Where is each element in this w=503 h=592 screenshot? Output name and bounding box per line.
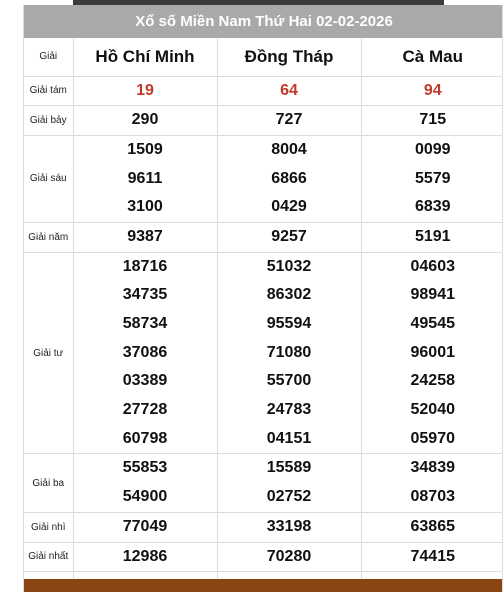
prize-number: 9257 <box>271 227 307 245</box>
prize-number: 15589 <box>266 459 312 477</box>
prize-cell <box>217 512 361 542</box>
prize-number: 95594 <box>266 315 312 332</box>
prize-row-giai-nam <box>24 222 503 252</box>
prize-number: 19 <box>136 81 154 99</box>
prize-row-giai-ba <box>24 454 503 512</box>
prize-number: 12986 <box>122 547 168 565</box>
prize-cell <box>361 454 503 512</box>
prize-cell <box>217 76 361 106</box>
header-row <box>24 38 503 76</box>
prize-number: 34839 <box>410 459 455 477</box>
prize-number: 290 <box>131 111 159 129</box>
prize-number: 02752 <box>266 488 312 506</box>
prize-number: 54900 <box>122 488 168 506</box>
prize-number: 94 <box>423 81 442 99</box>
header-province[interactable]: Cà Mau <box>361 38 503 76</box>
prize-label: Giải ba <box>24 454 73 512</box>
prize-cell <box>361 222 503 252</box>
prize-number: 27728 <box>122 401 168 419</box>
header-province[interactable]: Đồng Tháp <box>217 38 361 76</box>
prize-cell <box>73 512 217 542</box>
prize-cell <box>73 76 217 106</box>
prize-cell <box>217 106 361 136</box>
prize-number: 08703 <box>410 488 455 506</box>
prize-cell <box>217 454 361 512</box>
prize-number: 04603 <box>410 257 455 275</box>
prize-cell <box>361 512 503 542</box>
prize-cell <box>217 135 361 222</box>
prize-number: 0099 <box>414 140 451 158</box>
prize-label: Giải bảy <box>24 106 73 136</box>
prize-cell <box>73 106 217 136</box>
prize-number: 1509 <box>127 140 163 158</box>
prize-cell <box>361 542 503 572</box>
prize-row-giai-sau <box>24 135 503 222</box>
prize-number: 77049 <box>122 517 168 535</box>
prize-row-giai-tu <box>24 252 503 454</box>
prize-label: Giải sáu <box>24 135 73 222</box>
prize-number: 18716 <box>122 257 168 275</box>
prize-number: 8004 <box>271 140 307 158</box>
prize-number: 51032 <box>266 257 312 275</box>
prize-cell <box>361 76 503 106</box>
prize-number: 3100 <box>127 198 163 216</box>
prize-label: Giải nhì <box>24 512 73 542</box>
prize-number: 86302 <box>266 286 312 304</box>
prize-label: Giải nhất <box>24 542 73 572</box>
prize-number: 6839 <box>414 198 451 216</box>
prize-cell <box>73 252 217 454</box>
prize-number: 55700 <box>266 372 312 390</box>
prize-number: 0429 <box>271 198 307 216</box>
prize-number: 6866 <box>271 169 307 187</box>
prize-cell <box>73 542 217 572</box>
prize-number: 5579 <box>414 169 451 187</box>
prize-number: 5191 <box>414 227 451 245</box>
prize-number: 71080 <box>266 343 312 361</box>
prize-number: 24783 <box>266 401 312 419</box>
footer-bar <box>24 579 503 592</box>
result-title: Xổ số Miền Nam Thứ Hai 02-02-2026 <box>24 5 503 38</box>
prize-cell <box>73 135 217 222</box>
prize-row-giai-tam <box>24 76 503 106</box>
prize-number: 24258 <box>410 372 455 390</box>
header-province[interactable]: Hồ Chí Minh <box>73 38 217 76</box>
prize-cell <box>361 135 503 222</box>
prize-number: 05970 <box>410 429 455 447</box>
prize-cell <box>217 252 361 454</box>
lottery-result-panel <box>23 5 503 592</box>
prize-cell <box>217 222 361 252</box>
prize-number: 33198 <box>266 517 312 535</box>
prize-row-giai-nhi <box>24 512 503 542</box>
prize-cell <box>73 222 217 252</box>
prize-number: 63865 <box>410 517 455 535</box>
prize-number: 98941 <box>410 286 455 304</box>
prize-number: 37086 <box>122 343 168 361</box>
prize-number: 715 <box>419 111 447 129</box>
prize-number: 64 <box>280 81 298 99</box>
header-label: Giải <box>24 38 73 76</box>
prize-number: 727 <box>275 111 303 129</box>
prize-label: Giải năm <box>24 222 73 252</box>
prize-number: 70280 <box>266 547 312 565</box>
prize-number: 04151 <box>266 429 312 447</box>
prize-number: 60798 <box>122 429 168 447</box>
prize-row-giai-nhat <box>24 542 503 572</box>
prize-number: 96001 <box>410 343 455 361</box>
prize-number: 52040 <box>410 401 455 419</box>
prize-row-giai-bay <box>24 106 503 136</box>
prize-label: Giải tư <box>24 252 73 454</box>
prize-cell <box>217 542 361 572</box>
prize-number: 49545 <box>410 315 455 332</box>
prize-number: 74415 <box>410 547 455 565</box>
prize-number: 9387 <box>127 227 163 245</box>
prize-label: Giải tám <box>24 76 73 106</box>
prize-number: 03389 <box>122 372 168 390</box>
prize-cell <box>361 252 503 454</box>
prize-number: 34735 <box>122 286 168 304</box>
prize-cell <box>361 106 503 136</box>
prize-number: 9611 <box>127 169 163 187</box>
prize-number: 55853 <box>122 459 168 477</box>
prize-number: 58734 <box>122 315 168 332</box>
result-table <box>24 38 503 592</box>
prize-cell <box>73 454 217 512</box>
